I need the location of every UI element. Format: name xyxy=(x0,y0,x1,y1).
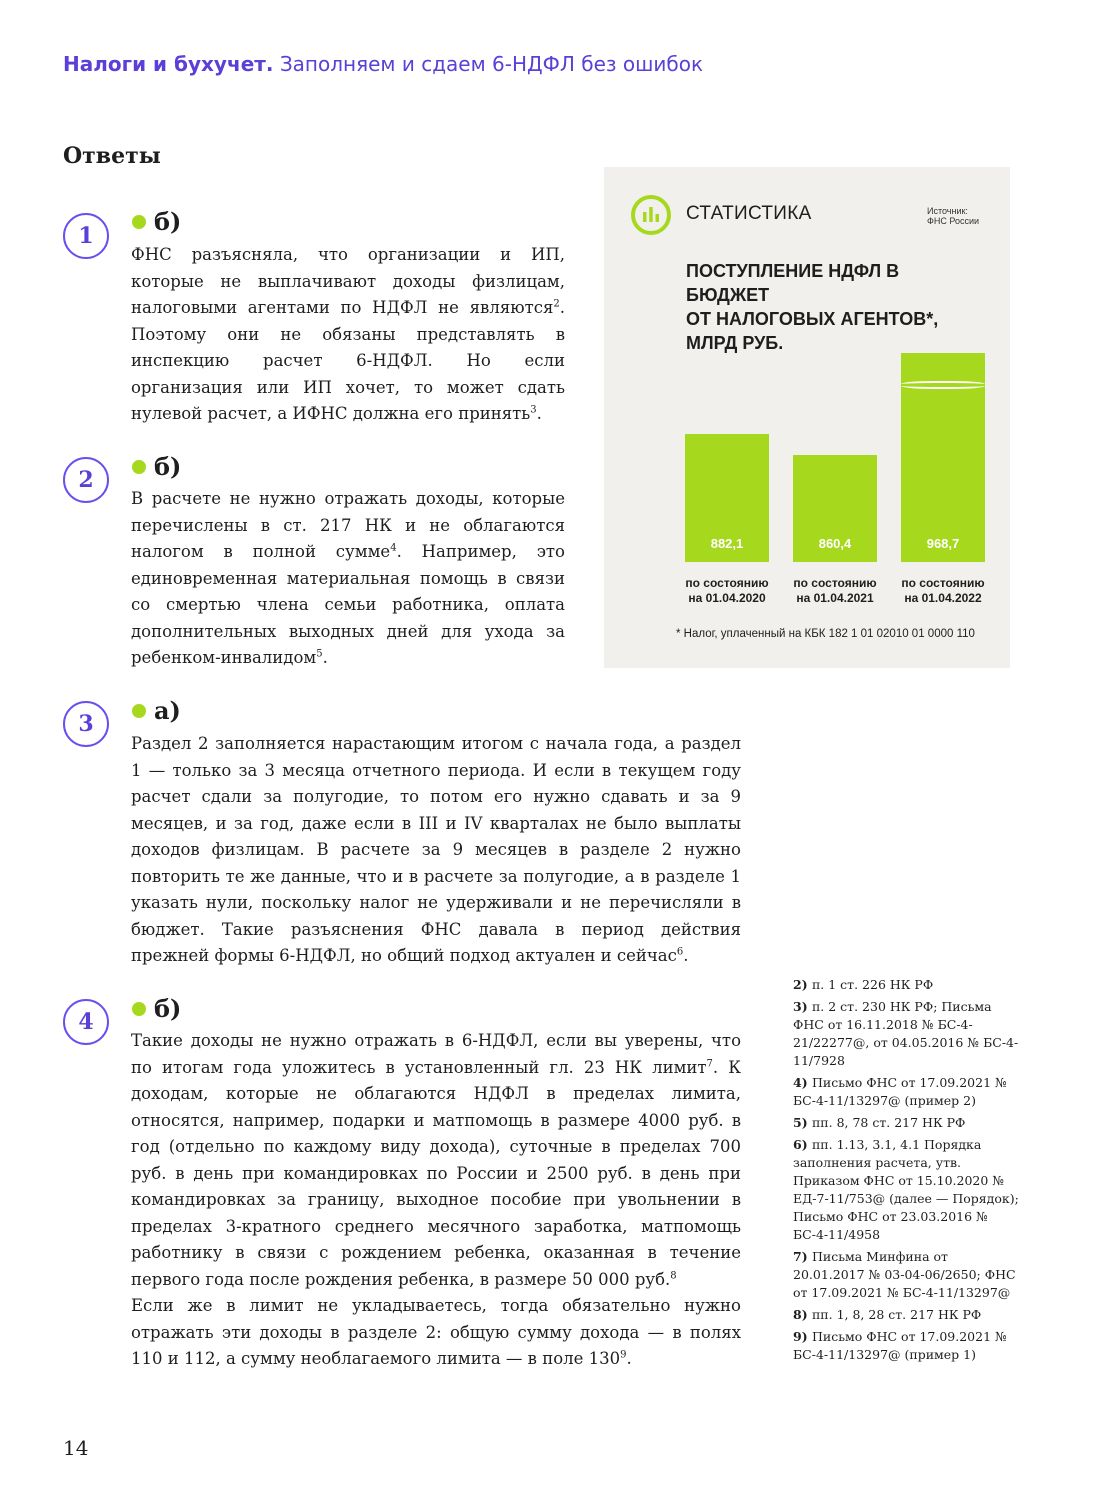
footnote-text: Письмо ФНС от 17.09.2021 № БС-4-11/13297@ (пример 1) xyxy=(793,1329,1007,1362)
footnote-item xyxy=(793,1074,1023,1110)
bar-category-line: на 01.04.2020 xyxy=(688,591,766,605)
answer-paragraph: ФНС разъясняла, что организации и ИП, которые не выплачивают доходы физлицам, налоговыми агентами по НДФЛ не являются$^2$. Поэтому они не обязаны представлять в инспекцию расчет 6-НДФЛ. Но если организация или ИП хочет, то может сдать нулевой расчет, а ИФНС должна его принять$^3$. xyxy=(131,245,565,423)
bar-value-label: 860,4 xyxy=(818,536,852,551)
answer-text-3 xyxy=(131,731,741,970)
footnote-item xyxy=(793,1136,1023,1244)
running-header xyxy=(63,52,703,76)
footnote-item xyxy=(793,1114,1023,1132)
answer-paragraph: Такие доходы не нужно отражать в 6-НДФЛ, если вы уверены, что по итогам года уложитесь в установленный гл. 23 НК лимит$^7$. К доходам, которые не облагаются НДФЛ в пределах лимита, относятся, например, подарки и матпомощь в размере 4000 руб. в год (отдельно по каждому виду дохода), суточные в пределах 700 руб. в день при командировках по России и 2500 руб. в день при командировках за границу, выходное пособие при увольнении в пределах 3-кратного среднего месячного заработка, матпомощь работнику в связи с рождением ребенка, оказанная в течение первого года после рождения ребенка, в размере 50 000 руб.$^8$ xyxy=(131,1031,741,1289)
bar-category-line: на 01.04.2022 xyxy=(904,591,982,605)
bar-category-label xyxy=(893,576,993,606)
answer-paragraph: Раздел 2 заполняется нарастающим итогом с начала года, а раздел 1 — только за 3 месяца отчетного периода. И если в текущем году расчет сдали за полугодие, то потом его нужно сдавать и за 9 месяцев, и за год, даже если в III и IV кварталах не было выплаты доходов физлицам. В расчете за 9 месяцев в разделе 2 нужно повторить те же данные, что и в расчете за полугодие, а в разделе 1 указать нули, поскольку налог не удерживали и не перечисляли в бюджет. Такие разъяснения ФНС давала в период действия прежней формы 6-НДФЛ, но общий подход актуален и сейчас$^6$. xyxy=(131,734,741,965)
footnote-item xyxy=(793,1248,1023,1302)
bar-category-line: по состоянию xyxy=(793,576,877,590)
answer-3 xyxy=(132,696,181,725)
footnote-item xyxy=(793,998,1023,1070)
footnote-text: Письма Минфина от 20.01.2017 № 03-04-06/2650; ФНС от 17.09.2021 № БС-4-11/13297@ xyxy=(793,1249,1016,1300)
bar-category-line: на 01.04.2021 xyxy=(796,591,874,605)
answer-letter: б) xyxy=(154,994,182,1023)
answer-paragraph-2: Если же в лимит не укладываетесь, тогда обязательно нужно отражать эти доходы в разделе 2: общую сумму дохода — в полях 110 и 112, а сумму необлагаемого лимита — в поле $130^9$. xyxy=(131,1296,741,1368)
bullet-dot-icon xyxy=(132,215,146,229)
bar-category-label xyxy=(785,576,885,606)
answer-1 xyxy=(132,207,181,236)
statistics-label: СТАТИСТИКА xyxy=(686,203,812,224)
answer-4 xyxy=(132,994,181,1023)
answer-text-4 xyxy=(131,1028,741,1373)
answer-text-2 xyxy=(131,486,565,672)
answer-letter: б) xyxy=(154,207,182,236)
footnote-text: пп. 1.13, 3.1, 4.1 Порядка заполнения расчета, утв. Приказом ФНС от 15.10.2020 № ЕД-7-11/753@ (далее — Порядок); Письмо ФНС от 23.03.2016 № БС-4-11/4958 xyxy=(793,1137,1019,1242)
footnote-text: Письмо ФНС от 17.09.2021 № БС-4-11/13297@ (пример 2) xyxy=(793,1075,1007,1108)
answer-letter: а) xyxy=(154,696,181,725)
footnote-number: 9) xyxy=(793,1329,812,1344)
chart-footnote: * Налог, уплаченный на КБК 182 1 01 02010 01 0000 110 xyxy=(676,628,975,640)
answers-heading: Ответы xyxy=(63,143,161,169)
chart-title xyxy=(686,259,986,355)
footnote-number: 8) xyxy=(793,1307,812,1322)
bar-category-line: по состоянию xyxy=(685,576,769,590)
chart-title-line-2: ОТ НАЛОГОВЫХ АГЕНТОВ*, xyxy=(686,309,939,329)
chart-title-line-3: МЛРД РУБ. xyxy=(686,333,784,353)
bullet-dot-icon xyxy=(132,1002,146,1016)
bullet-dot-icon xyxy=(132,704,146,718)
question-number-3: 3 xyxy=(63,701,109,747)
footnote-text: пп. 8, 78 ст. 217 НК РФ xyxy=(811,1115,966,1130)
footnote-number: 2) xyxy=(793,977,812,992)
answer-paragraph: В расчете не нужно отражать доходы, которые перечислены в ст. 217 НК и не облагаются налогом в полной сумме$^4$. Например, это единовременная материальная помощь в связи со смертью члена семьи работника, оплата дополнительных выходных дней для ухода за ребенком-инвалидом$^5$. xyxy=(131,489,565,667)
footnote-text: п. 1 ст. 226 НК РФ xyxy=(811,977,934,992)
answer-text-1 xyxy=(131,242,565,428)
axis-break-mark xyxy=(901,381,985,389)
header-title: Заполняем и сдаем 6-НДФЛ без ошибок xyxy=(279,52,704,76)
footnote-item xyxy=(793,1306,1023,1324)
source-line-2: ФНС России xyxy=(927,216,980,226)
bar-category-line: по состоянию xyxy=(901,576,985,590)
page-number: 14 xyxy=(63,1436,89,1460)
statistics-box xyxy=(604,167,1010,668)
source-line-1: Источник: xyxy=(927,206,968,216)
chart-title-line-1: ПОСТУПЛЕНИЕ НДФЛ В БЮДЖЕТ xyxy=(686,261,900,305)
bar-chart-icon xyxy=(630,194,672,236)
footnote-text: п. 2 ст. 230 НК РФ; Письма ФНС от 16.11.2018 № БС-4-21/22277@, от 04.05.2016 № БС-4-11/7928 xyxy=(793,999,1019,1068)
footnote-number: 6) xyxy=(793,1137,812,1152)
bullet-dot-icon xyxy=(132,460,146,474)
footnote-number: 4) xyxy=(793,1075,812,1090)
footnote-item xyxy=(793,1328,1023,1364)
footnote-number: 3) xyxy=(793,999,812,1014)
footnote-number: 7) xyxy=(793,1249,812,1264)
question-number-2: 2 xyxy=(63,457,109,503)
footnote-number: 5) xyxy=(793,1115,812,1130)
question-number-1: 1 xyxy=(63,213,109,259)
answer-letter: б) xyxy=(154,452,182,481)
question-number-4: 4 xyxy=(63,999,109,1045)
bar-value-label: 882,1 xyxy=(710,536,744,551)
header-section: Налоги и бухучет. xyxy=(63,52,274,76)
bar-category-label xyxy=(677,576,777,606)
footnote-item xyxy=(793,976,1023,994)
footnotes xyxy=(793,976,1023,1368)
answer-2 xyxy=(132,452,181,481)
bar-value-label: 968,7 xyxy=(926,536,960,551)
source-note xyxy=(927,206,979,226)
footnote-text: пп. 1, 8, 28 ст. 217 НК РФ xyxy=(811,1307,982,1322)
